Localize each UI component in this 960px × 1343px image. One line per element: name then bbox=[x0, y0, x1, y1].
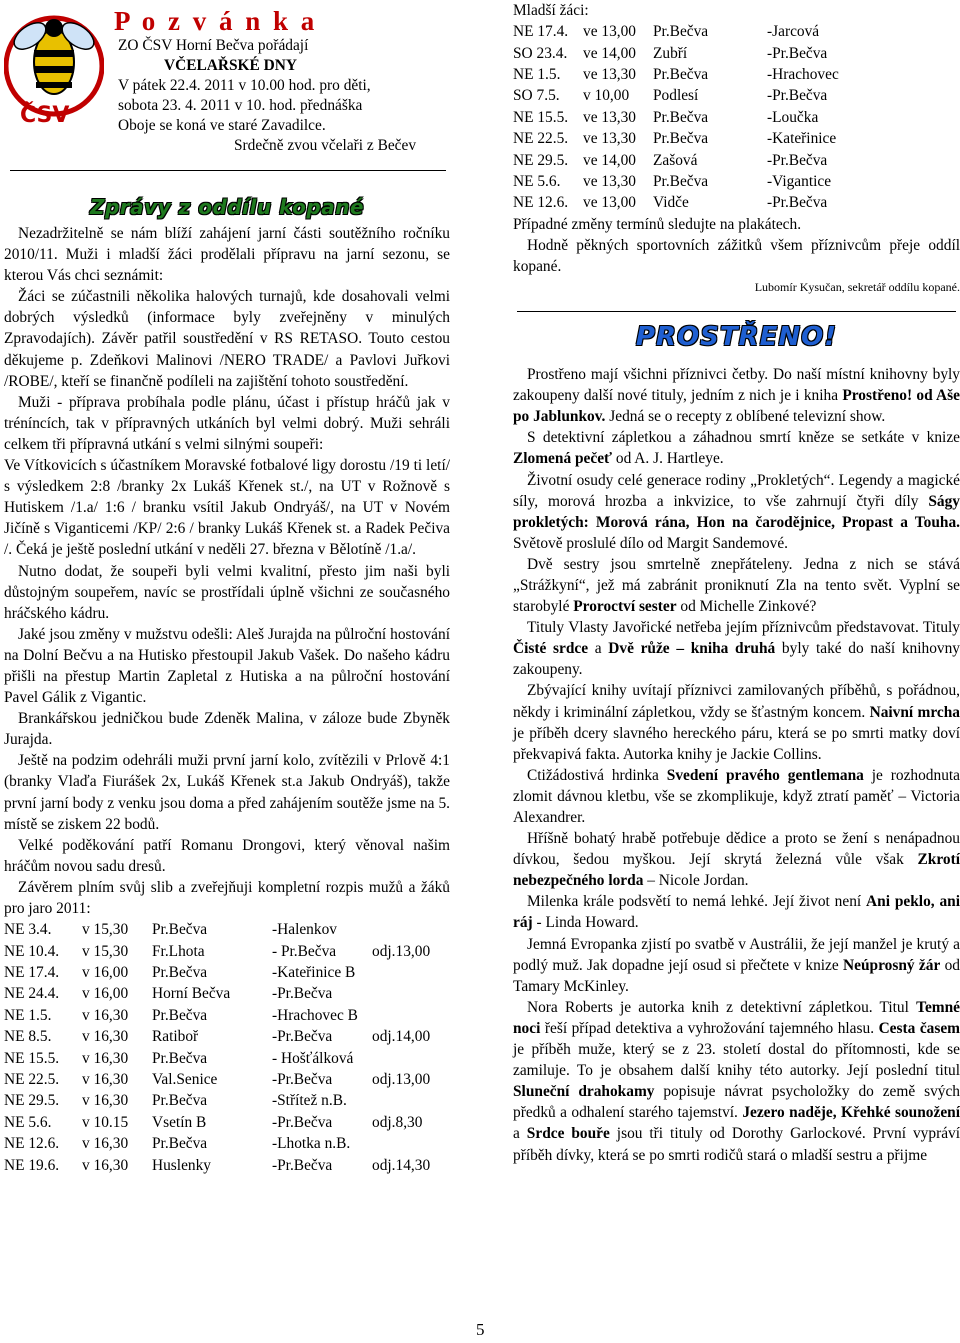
schedule-cell: NE 22.5. bbox=[4, 1070, 60, 1088]
schedule-cell bbox=[372, 962, 430, 983]
schedule-cell: NE 1.5. bbox=[4, 1006, 52, 1024]
schedule-cell: v 16,30 bbox=[82, 1135, 129, 1153]
schedule-cell: v 16,30 bbox=[82, 1156, 129, 1174]
schedule-cell: NE 19.6. bbox=[4, 1156, 60, 1174]
schedule-cell: Zašová bbox=[653, 151, 698, 169]
schedule-cell: ve 14,00 bbox=[583, 151, 637, 169]
schedule-cell: odj.14,00 bbox=[372, 1028, 431, 1046]
youth-schedule-table bbox=[513, 21, 839, 214]
schedule-cell: v 16,30 bbox=[82, 1006, 129, 1024]
right-column bbox=[513, 0, 960, 1166]
schedule-cell: Pr.Bečva bbox=[653, 65, 709, 83]
paragraph: Ještě na podzim odehráli muži první jarní kolo, zvítězili v Prlově 4:1 (branky Vlaďa Fiurášek 2x, Lukáš Křenek st.a Jakub Ondryáš), takže první jarní body z venku jsou doma a před zahájením soutěže jsme na 5. místě se ziskem 22 bodů. bbox=[4, 752, 450, 833]
divider bbox=[10, 170, 446, 171]
invitation-line: V pátek 22.4. 2011 v 10.00 hod. pro děti, bbox=[118, 77, 371, 94]
paragraph: Prostřeno mají všichni příznivci četby. Do naší místní knihovny byly zakoupeny další nové tituly, jedním z nich je i kniha Prostřeno! od Aše po Jablunkov. Jedná se o recepty z oblíbené televizní show. bbox=[513, 366, 960, 426]
men-schedule-row bbox=[4, 1026, 430, 1047]
schedule-cell: odj.13,00 bbox=[372, 942, 431, 960]
schedule-cell: Fr.Lhota bbox=[152, 942, 205, 960]
schedule-cell: -Pr.Bečva bbox=[767, 44, 828, 62]
schedule-cell: Pr.Bečva bbox=[152, 963, 208, 981]
youth-schedule-row bbox=[513, 21, 839, 42]
schedule-cell: Huslenky bbox=[152, 1156, 211, 1174]
schedule-cell bbox=[372, 919, 430, 940]
schedule-cell: NE 29.5. bbox=[513, 151, 569, 169]
schedule-cell: - Pr.Bečva bbox=[272, 942, 337, 960]
schedule-cell: Horní Bečva bbox=[152, 985, 231, 1003]
schedule-cell: NE 17.4. bbox=[4, 963, 60, 981]
schedule-cell: SO 23.4. bbox=[513, 44, 568, 62]
schedule-cell bbox=[372, 983, 430, 1004]
invitation-line: Srdečně zvou včelaři z Bečev bbox=[234, 137, 417, 154]
schedule-cell: -Lhotka n.B. bbox=[272, 1135, 351, 1153]
youth-schedule-row bbox=[513, 107, 839, 128]
men-schedule-row bbox=[4, 919, 430, 940]
men-schedule-row bbox=[4, 1090, 430, 1111]
invitation-line: Oboje se koná ve staré Zavadilce. bbox=[118, 117, 326, 134]
schedule-cell: NE 5.6. bbox=[513, 172, 561, 190]
schedule-cell: ve 14,00 bbox=[583, 44, 637, 62]
schedule-cell: ve 13,00 bbox=[583, 23, 637, 41]
youth-schedule-row bbox=[513, 85, 839, 106]
youth-schedule-row bbox=[513, 64, 839, 85]
schedule-cell: -Pr.Bečva bbox=[767, 87, 828, 105]
svg-text:ČSV: ČSV bbox=[20, 103, 70, 128]
schedule-cell: NE 5.6. bbox=[4, 1113, 52, 1131]
schedule-cell: Vsetín B bbox=[152, 1113, 207, 1131]
paragraph: Žáci se zúčastnili několika halových turnajů, kde dosahovali velmi dobrých výsledků (informace byly zveřejněny v minulých Zpravodajích). Závěr patřil soustředění v RS RETASO. Touto cestou děkujeme p. Zdeňkovi Malinovi /NERO TRADE/ a Pavlovi Juřkovi /ROBE/, kteří se finančně podíleli na zajištění tohoto soustředění. bbox=[4, 288, 450, 390]
paragraph: Životní osudy celé generace rodiny „Prokletých“. Legendy a magické síly, morová hrozba a inkvizice, to vše zahrnují čtyři díly Ságy prokletých: Morová rána, Hon na čarodějnice, Propast a Touha. Světově proslulé dílo od Margit Sandemové. bbox=[513, 471, 960, 552]
schedule-cell: -Jarcová bbox=[767, 23, 820, 41]
schedule-cell: -Loučka bbox=[767, 108, 819, 126]
paragraph: Hříšně bohatý hrabě potřebuje dědice a proto se žení s nenápadnou dívkou, šedou myškou. Její skrytá železná vůle však Zkrotí nebezpečného lorda – Nicole Jordan. bbox=[513, 830, 960, 890]
schedule-cell: -Halenkov bbox=[272, 921, 337, 939]
men-schedule-row bbox=[4, 1048, 430, 1069]
men-schedule-row bbox=[4, 962, 430, 983]
closing-line: Případné změny termínů sledujte na plakátech. bbox=[513, 215, 802, 233]
schedule-cell: NE 24.4. bbox=[4, 985, 60, 1003]
paragraph: Závěrem plním svůj slib a zveřejňuji kompletní rozpis mužů a žáků pro jaro 2011: bbox=[4, 878, 450, 917]
paragraph: Ve Vítkovicích s účastníkem Moravské fotbalové ligy dorostu /19 ti letí/ s výsledkem 2:8 /branky 2x Lukáš Křenek st./, na UT v Rožnově s Hutiskem /1.a/ 1:6 / branku vsítil Jakub Ondryáš/, na UT v Novém Jičíně s Viganticemi /KP/ 2:6 / branky Lukáš Křenek st. a Radek Pečiva /. Čeká je ještě poslední utkání v neděli 27. března v Bělotíně /1.a/. bbox=[4, 457, 450, 559]
schedule-cell: Pr.Bečva bbox=[152, 1006, 208, 1024]
left-column bbox=[4, 0, 450, 1176]
paragraph: Jaké jsou změny v mužstvu odešli: Aleš Jurajda na půlroční hostování na Dolní Bečvu a na Hutisko přestoupil Jakub Vašek. Do našeho kádru přišli na přestup Martin Zapletal z Hutiska a na půlroční hostování Pavel Gálik z Vigantic. bbox=[4, 625, 450, 707]
invitation-line: VČELAŘSKÉ DNY bbox=[164, 57, 297, 74]
paragraph: Muži - příprava probíhala podle plánu, účast i přístup hráčů jak v tréníncích, tak v přípravných utkáních byl velmi dobrý. Muži sehráli celkem tři přípravná utkání s velmi silnými soupeři: bbox=[4, 393, 450, 453]
schedule-cell: - Hošťálková bbox=[272, 1049, 354, 1067]
schedule-cell bbox=[372, 1048, 430, 1069]
schedule-cell: v 16,30 bbox=[82, 1028, 129, 1046]
schedule-cell: odj.8,30 bbox=[372, 1113, 423, 1131]
schedule-cell: -Hrachovec B bbox=[272, 1006, 358, 1024]
schedule-cell: Vidče bbox=[653, 194, 689, 212]
schedule-cell: v 10.15 bbox=[82, 1113, 129, 1131]
paragraph: Milenka krále podsvětí to nemá lehké. Její život není Ani peklo, ani ráj - Linda Howard. bbox=[513, 893, 960, 932]
schedule-cell: Pr.Bečva bbox=[653, 130, 709, 148]
paragraph: Ctižádostivá hrdinka Svedení pravého gentlemana je rozhodnuta zlomit dávnou kletbu, vše se zkomplikuje, když ztratí paměť – Victoria Alexandrer. bbox=[513, 766, 960, 826]
schedule-cell: -Pr.Bečva bbox=[272, 985, 333, 1003]
men-schedule-table bbox=[4, 919, 430, 1176]
schedule-cell: ve 13,30 bbox=[583, 108, 637, 126]
schedule-cell: -Pr.Bečva bbox=[767, 151, 828, 169]
divider bbox=[517, 311, 956, 312]
paragraph: Nezadržitelně se nám blíží zahájení jarní části soutěžního ročníku 2010/11. Muži i mladší žáci prodělali přípravu na jarní sezonu, se kterou Vás chci seznámit: bbox=[4, 225, 450, 285]
schedule-cell: ve 13,30 bbox=[583, 172, 637, 190]
closing-line: Hodně pěkných sportovních zážitků všem příznivcům přeje oddíl kopané. bbox=[513, 236, 960, 275]
schedule-cell: v 16,30 bbox=[82, 1049, 129, 1067]
paragraph: Zbývající knihy uvítají příznivci zamilovaných příběhů, s pořádnou, někdy i kriminální zápletkou, vždy se šťastným koncem. Naivní mrcha je příběh dcery slavného hereckého páru, která se po smrti matky doví překvapivá fakta. Autorka knihy je Jackie Collins. bbox=[513, 682, 960, 763]
schedule-cell: Pr.Bečva bbox=[152, 1135, 208, 1153]
schedule-cell: Pr.Bečva bbox=[653, 172, 709, 190]
schedule-cell: NE 3.4. bbox=[4, 921, 52, 939]
schedule-cell: NE 12.6. bbox=[513, 194, 569, 212]
schedule-cell: v 10,00 bbox=[583, 87, 630, 105]
men-schedule-row bbox=[4, 1133, 430, 1154]
invitation-line: sobota 23. 4. 2011 v 10. hod. přednáška bbox=[118, 97, 363, 114]
schedule-cell: -Pr.Bečva bbox=[272, 1070, 333, 1088]
schedule-cell: SO 7.5. bbox=[513, 87, 560, 105]
paragraph: Nora Roberts je autorka knih z detektivní zápletkou. Titul Temné noci řeší případ detektiva a vyhrožování tajemného hlasu. Cesta časem je příběh muže, který se z 23. století dostal do přítomnosti, kde se zamiluje. To je obsahem další knihy této autorky. Její poslední titul Sluneční drahokamy popisuje návrat psycholožky do země svých předků a odhalení starého tajemství. Jezero naděje, Křehké sounožení a Srdce bouře jsou tři tituly od Dorothy Garlockové. První vypráví příběh dívky, která se po smrti rodičů stará o mladší sestru a přijme bbox=[513, 998, 960, 1164]
youth-schedule-row bbox=[513, 43, 839, 64]
schedule-cell: NE 12.6. bbox=[4, 1135, 60, 1153]
schedule-cell: -Pr.Bečva bbox=[272, 1156, 333, 1174]
schedule-cell: Pr.Bečva bbox=[653, 108, 709, 126]
men-schedule-row bbox=[4, 1069, 430, 1090]
schedule-cell: Pr.Bečva bbox=[152, 1049, 208, 1067]
schedule-cell: ve 13,00 bbox=[583, 194, 637, 212]
schedule-cell: -Kateřinice B bbox=[272, 963, 356, 981]
signature: Lubomír Kysučan, sekretář oddílu kopané. bbox=[754, 280, 960, 295]
paragraph: Nutno dodat, že soupeři byli velmi kvalitní, přesto jim naši byli důstojným soupeřem, navíc se prostřídali úplně všichni ze současného hráčského kádru. bbox=[4, 562, 450, 622]
youth-schedule-row bbox=[513, 128, 839, 149]
football-section-title: Zprávy z oddílu kopané bbox=[89, 195, 365, 219]
schedule-cell: NE 10.4. bbox=[4, 942, 60, 960]
schedule-cell: Pr.Bečva bbox=[152, 921, 208, 939]
invitation-text bbox=[114, 6, 444, 156]
schedule-cell: ve 13,30 bbox=[583, 65, 637, 83]
schedule-cell: Podlesí bbox=[653, 87, 699, 105]
schedule-cell: v 16,30 bbox=[82, 1092, 129, 1110]
men-schedule-row bbox=[4, 1155, 430, 1176]
men-schedule-row bbox=[4, 941, 430, 962]
men-schedule-row bbox=[4, 1005, 430, 1026]
schedule-cell: v 16,00 bbox=[82, 963, 129, 981]
schedule-cell: ve 13,30 bbox=[583, 130, 637, 148]
schedule-cell: Ratiboř bbox=[152, 1028, 199, 1046]
paragraph: Brankářskou jedničkou bude Zdeněk Malina, v záloze bude Zbyněk Jurajda. bbox=[4, 710, 450, 749]
schedule-cell: Val.Senice bbox=[152, 1070, 218, 1088]
men-schedule-row bbox=[4, 983, 430, 1004]
beekeepers-logo-icon bbox=[4, 4, 104, 144]
schedule-cell: -Střítež n.B. bbox=[272, 1092, 347, 1110]
schedule-cell: Pr.Bečva bbox=[653, 23, 709, 41]
schedule-cell: odj.14,30 bbox=[372, 1156, 431, 1174]
paragraph: Jemná Evropanka zjistí po svatbě v Austrálii, že její manžel je krutý a podlý muž. Jak dopadne její osud si přečtete v knize Neúprosný žár od Tamary McKinley. bbox=[513, 935, 960, 995]
schedule-cell: -Pr.Bečva bbox=[767, 194, 828, 212]
youth-schedule-row bbox=[513, 192, 839, 213]
schedule-cell bbox=[372, 1133, 430, 1154]
schedule-cell: NE 1.5. bbox=[513, 65, 561, 83]
youth-title: Mladší žáci: bbox=[513, 2, 589, 19]
schedule-cell bbox=[372, 1005, 430, 1026]
schedule-cell: v 15,30 bbox=[82, 942, 129, 960]
men-schedule-row bbox=[4, 1112, 430, 1133]
invitation-header bbox=[4, 0, 450, 175]
page-number: 5 bbox=[476, 1320, 485, 1339]
schedule-cell: Zubří bbox=[653, 44, 688, 62]
schedule-cell: -Hrachovec bbox=[767, 65, 839, 83]
prostreno-section-title: PROSTŘENO! bbox=[635, 322, 838, 353]
invitation-line: ZO ČSV Horní Bečva pořádají bbox=[118, 37, 309, 54]
schedule-cell: NE 15.5. bbox=[4, 1049, 60, 1067]
youth-schedule-row bbox=[513, 171, 839, 192]
schedule-cell: v 16,00 bbox=[82, 985, 129, 1003]
schedule-cell: -Pr.Bečva bbox=[272, 1028, 333, 1046]
schedule-cell: NE 17.4. bbox=[513, 23, 569, 41]
paragraph: S detektivní zápletkou a záhadnou smrtí kněze se setkáte v knize Zlomená pečeť od A. J. Hartleye. bbox=[513, 429, 960, 468]
paragraph: Velké poděkování patří Romanu Drongovi, který věnoval našim hráčům novou sadu dresů. bbox=[4, 836, 450, 875]
schedule-cell: NE 8.5. bbox=[4, 1028, 52, 1046]
schedule-cell: v 16,30 bbox=[82, 1070, 129, 1088]
schedule-cell bbox=[372, 1090, 430, 1111]
schedule-cell: -Pr.Bečva bbox=[272, 1113, 333, 1131]
schedule-cell: NE 15.5. bbox=[513, 108, 569, 126]
schedule-cell: -Vigantice bbox=[767, 172, 832, 190]
youth-schedule-row bbox=[513, 150, 839, 171]
schedule-cell: NE 22.5. bbox=[513, 130, 569, 148]
schedule-cell: Pr.Bečva bbox=[152, 1092, 208, 1110]
paragraph: Dvě sestry jsou smrtelně znepřáteleny. Jedna z nich se stává „Strážkyní“, jež má zabránit proniknutí Zla na tento svět. Vyplní se starobylé Proroctví sester od Michelle Zinkové? bbox=[513, 555, 960, 616]
schedule-cell: NE 29.5. bbox=[4, 1092, 60, 1110]
schedule-cell: -Kateřinice bbox=[767, 130, 837, 148]
paragraph: Tituly Vlasty Javořické netřeba jejím příznivcům představovat. Tituly Čisté srdce a Dvě růže – kniha druhá byly také do naší knihovny zakoupeny. bbox=[513, 619, 960, 679]
invitation-title: P o z v á n k a bbox=[114, 6, 318, 36]
schedule-cell: v 15,30 bbox=[82, 921, 129, 939]
schedule-cell: odj.13,00 bbox=[372, 1070, 431, 1088]
